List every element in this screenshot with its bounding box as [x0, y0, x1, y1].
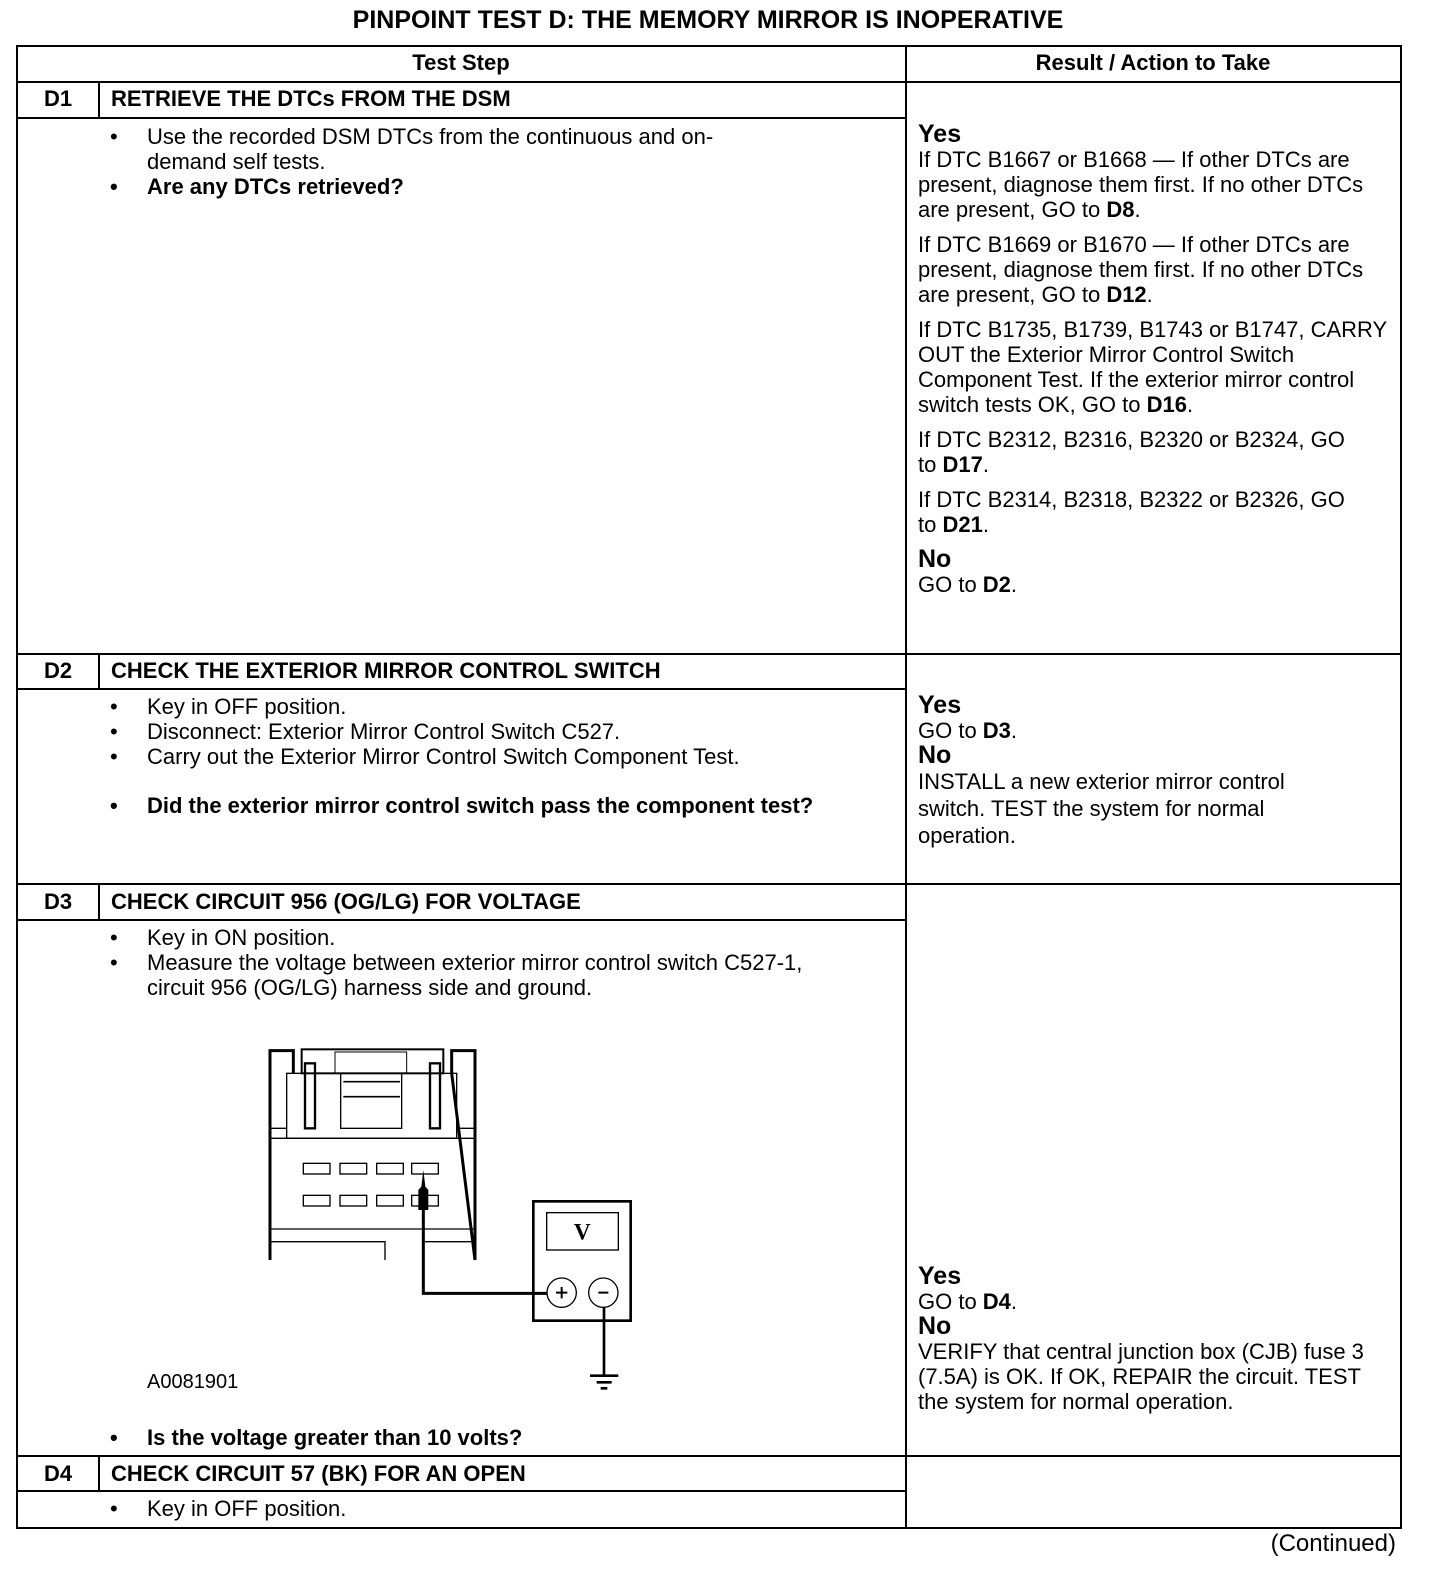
table-border [16, 1527, 1402, 1529]
result-cell [918, 693, 1398, 859]
step-number: D2 [43, 658, 73, 683]
instruction: • Carry out the Exterior Mirror Control Switch Component Test. [110, 744, 870, 769]
table-rule [16, 883, 1402, 885]
step-title: CHECK CIRCUIT 956 (OG/LG) FOR VOLTAGE [111, 889, 581, 914]
step-divider [98, 1455, 100, 1492]
step-divider [98, 653, 100, 690]
table-rule [16, 653, 1402, 655]
result-item: If DTC B1735, B1739, B1743 or B1747, CARRY OUT the Exterior Mirror Control Switch Component Test. If the exterior mirror control switch tests OK, GO to D16. [918, 317, 1387, 417]
step-number: D4 [43, 1461, 73, 1486]
voltmeter-icon [533, 1201, 630, 1320]
result-item: VERIFY that central junction box (CJB) fuse 3 (7.5A) is OK. If OK, REPAIR the circuit. TEST the system for normal operation. [918, 1339, 1364, 1414]
result-item: INSTALL a new exterior mirror control switch. TEST the system for normal operation. [918, 769, 1285, 848]
step-instructions [110, 694, 870, 818]
table-border [16, 45, 18, 1529]
yes-label: Yes [918, 120, 962, 148]
step-divider [98, 883, 100, 920]
step-divider [98, 81, 100, 118]
column-divider [905, 45, 907, 1529]
result-item: GO to D2. [918, 572, 1018, 597]
table-rule [16, 919, 906, 921]
result-item: GO to D3. [918, 718, 1018, 743]
result-item: If DTC B2312, B2316, B2320 or B2324, GO to D17. [918, 427, 1345, 477]
result-item: GO to D4. [918, 1289, 1018, 1314]
step-question [110, 1425, 870, 1450]
question: • Is the voltage greater than 10 volts? [110, 1425, 870, 1450]
continued-label: (Continued) [1270, 1530, 1396, 1557]
svg-text:V: V [573, 1219, 591, 1246]
instruction: • Key in OFF position. [110, 1496, 870, 1521]
instruction: • Use the recorded DSM DTCs from the continuous and on-demand self tests. [110, 124, 767, 174]
step-title: RETRIEVE THE DTCs FROM THE DSM [111, 86, 511, 111]
instruction: • Key in ON position. [110, 925, 870, 950]
yes-label: Yes [918, 691, 962, 719]
probe-icon [418, 1170, 428, 1210]
table-rule [16, 1490, 906, 1492]
step-title: CHECK CIRCUIT 57 (BK) FOR AN OPEN [111, 1461, 526, 1486]
result-item: If DTC B1667 or B1668 — If other DTCs are present, diagnose them first. If no other DTCs are present, GO to D8. [918, 147, 1364, 222]
step-instructions [110, 925, 870, 1000]
table-border [16, 45, 1402, 47]
table-border [1400, 45, 1402, 1529]
page-title: PINPOINT TEST D: THE MEMORY MIRROR IS INOPERATIVE [352, 6, 1064, 34]
connector-voltmeter-diagram [250, 1030, 640, 1390]
result-item: If DTC B2314, B2318, B2322 or B2326, GO to D21. [918, 487, 1345, 537]
no-label: No [918, 1312, 952, 1340]
table-rule [16, 117, 906, 119]
connector-icon [270, 1049, 475, 1260]
step-number: D3 [43, 889, 73, 914]
no-label: No [918, 741, 952, 769]
table-rule [16, 81, 1402, 83]
instruction: • Measure the voltage between exterior mirror control switch C527-1, circuit 956 (OG/LG) harness side and ground. [110, 950, 827, 1000]
step-title: CHECK THE EXTERIOR MIRROR CONTROL SWITCH [111, 658, 661, 683]
result-item: If DTC B1669 or B1670 — If other DTCs are present, diagnose them first. If no other DTCs are present, GO to D12. [918, 232, 1364, 307]
question: • Are any DTCs retrieved? [110, 174, 870, 199]
header-test-step: Test Step [412, 50, 510, 75]
step-instructions [110, 124, 870, 199]
result-cell [918, 122, 1398, 607]
figure-id: A0081901 [147, 1371, 239, 1393]
result-cell [918, 1264, 1398, 1424]
instruction: • Key in OFF position. [110, 694, 870, 719]
table-rule [16, 688, 906, 690]
header-result: Result / Action to Take [1035, 50, 1271, 75]
no-label: No [918, 545, 952, 573]
step-number: D1 [43, 86, 73, 111]
yes-label: Yes [918, 1262, 962, 1290]
question: • Did the exterior mirror control switch pass the component test? [110, 793, 847, 818]
test-lead [423, 1210, 546, 1293]
instruction: • Disconnect: Exterior Mirror Control Switch C527. [110, 719, 870, 744]
table-rule [16, 1455, 1402, 1457]
step-instructions [110, 1496, 870, 1521]
